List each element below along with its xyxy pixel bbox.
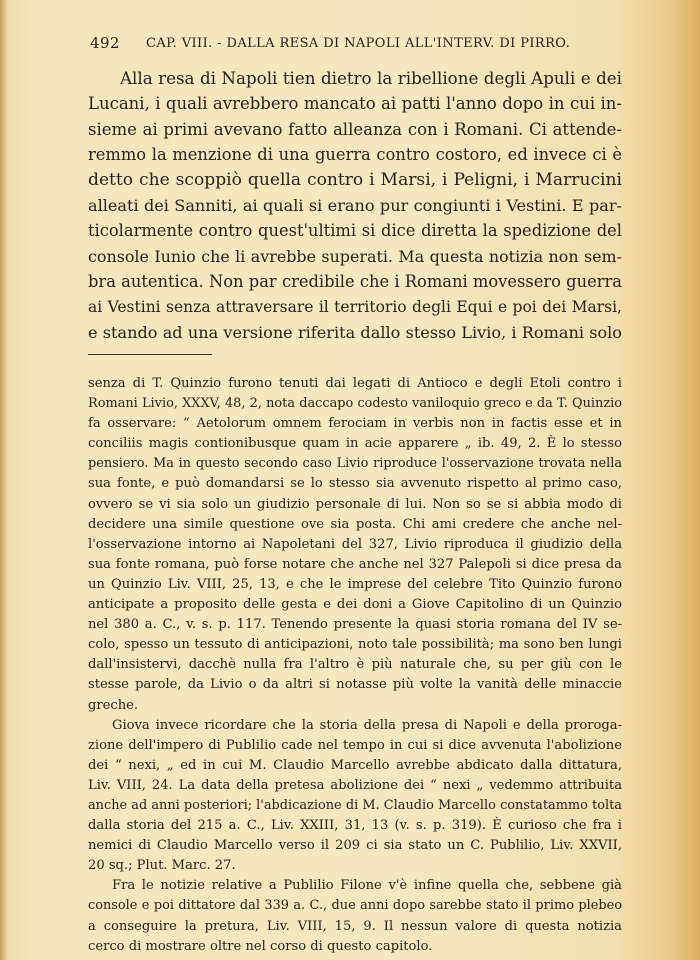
footnote-line: l'osservazione intorno ai Napoletani del 327, Livio riproduca il giudizio della — [88, 536, 622, 552]
footnote-line: greche. — [88, 697, 139, 713]
footnote-line: Giova invece ricordare che la storia della presa di Napoli e della proroga- — [112, 717, 622, 733]
footnote-line: ovvero se vi sia solo un giudizio personale di lui. Non so se si abbia modo di — [88, 496, 622, 512]
footnote-line: anche ad anni posteriori; l'abdicazione di M. Claudio Marcello constatammo tolta — [88, 797, 622, 813]
footnote-line: decidere una simile questione ove sia posta. Chi ami credere che anche nel- — [88, 516, 622, 532]
footnote-line: sua fonte, e può domandarsi se lo stesso sia avvenuto rispetto al primo caso, — [88, 476, 622, 492]
footnote-separator — [88, 354, 212, 355]
page-number: 492 — [90, 34, 120, 52]
footnote-line: a conseguire la pretura, Liv. VIII, 15, 9. Il nessun valore di questa notizia — [88, 918, 622, 934]
main-text-line: Alla resa di Napoli tien dietro la ribellione degli Apuli e dei — [120, 68, 622, 88]
running-header — [90, 34, 590, 56]
footnote-line: console e poi dittatore dal 339 a. C., due anni dopo sarebbe stato il primo plebeo — [88, 898, 622, 914]
page-edge-shadow — [0, 0, 8, 960]
footnote-line: cerco di mostrare oltre nel corso di questo capitolo. — [88, 938, 433, 954]
footnotes — [88, 374, 622, 957]
main-text-line: ai Vestini senza attraversare il territorio degli Equi e poi dei Marsi, — [88, 297, 622, 316]
footnote-line: Liv. VIII, 24. La data della pretesa abolizione dei “ nexi „ vedemmo attribuita — [88, 777, 622, 793]
main-text-line: bra autentica. Non par credibile che i Romani movessero guerra — [88, 272, 622, 292]
footnote-line: sua fonte romana, può forse notare che anche nel 327 Palepoli si dice presa da — [88, 556, 622, 572]
main-text-line: Lucani, i quali avrebbero mancato ai patti l'anno dopo in cui in- — [88, 94, 622, 114]
main-text — [88, 66, 622, 345]
footnote-line: stesse parole, da Livio o da altri si notasse più volte la vanità delle minaccie — [88, 677, 622, 693]
footnote-line: senza di T. Quinzio furono tenuti dai legati di Antioco e degli Etoli contro i — [88, 376, 622, 391]
footnote-line: dall'insistervi, dacchè nulla fra l'altro è più naturale che, su per giù con le — [88, 657, 622, 673]
footnote-line: dalla storia del 215 a. C., Liv. XXIII, 31, 13 (v. s. p. 319). È curioso che fra i — [88, 818, 622, 834]
footnote-line: nemici di Claudio Marcello verso il 209 ci sia stato un C. Publilio, Liv. XXVII, — [88, 838, 622, 854]
main-text-line: sieme ai primi avevano fatto alleanza con i Romani. Ci attende- — [88, 119, 622, 139]
main-text-line: e stando ad una versione riferita dallo stesso Livio, i Romani solo — [88, 322, 622, 342]
footnote-line: anticipate a proposito delle gesta e dei doni a Giove Capitolino di un Quinzio — [88, 597, 622, 613]
main-text-line: alleati dei Sanniti, ai quali si erano pur congiunti i Vestini. E par- — [88, 195, 622, 215]
footnote-line: un Quinzio Liv. VIII, 25, 13, e che le imprese del celebre Tito Quinzio furono — [88, 576, 622, 592]
footnote-line: nel 380 a. C., v. s. p. 117. Tenendo presente la quasi storia romana del IV se- — [88, 617, 622, 633]
footnote-line: dei “ nexi, „ ed in cui M. Claudio Marcello avrebbe abdicato dalla dittatura, — [88, 757, 622, 773]
main-text-line: remmo la menzione di una guerra contro costoro, ed invece ci è — [88, 145, 622, 165]
main-text-line: console Iunio che li avrebbe superati. Ma questa notizia non sem- — [88, 246, 622, 266]
footnote-line: conciliis magis contionibusque quam in acie apparere „ ib. 49, 2. È lo stesso — [88, 436, 622, 452]
footnote-line: zione dell'impero di Publilio cade nel tempo in cui si dice avvenuta l'abolizione — [88, 737, 622, 753]
main-text-line: detto che scoppiò quella contro i Marsi, i Peligni, i Marrucini — [88, 169, 622, 190]
footnote-line: colo, spesso un tessuto di anticipazioni, noto tale possibilità; ma sono ben lungi — [88, 637, 622, 653]
footnote-line: pensiero. Ma in questo secondo caso Livio riproduce l'osservazione trovata nella — [88, 456, 622, 472]
footnote-line: Fra le notizie relative a Publilio Filone v'è infine quella che, sebbene già — [112, 878, 622, 894]
footnote-line: fa osservare: “ Aetolorum omnem ferociam in verbis non in factis esse et in — [88, 416, 622, 432]
running-title: CAP. VIII. - DALLA RESA DI NAPOLI ALL'INTERV. DI PIRRO. — [146, 36, 571, 51]
footnote-line: Romani Livio, XXXV, 48, 2, nota daccapo codesto vaniloquio greco e da T. Quinzio — [88, 396, 622, 412]
footnote-line: 20 sq.; Plut. Marc. 27. — [88, 858, 236, 874]
main-text-line: ticolarmente contro quest'ultimi si dice diretta la spedizione del — [88, 221, 622, 241]
